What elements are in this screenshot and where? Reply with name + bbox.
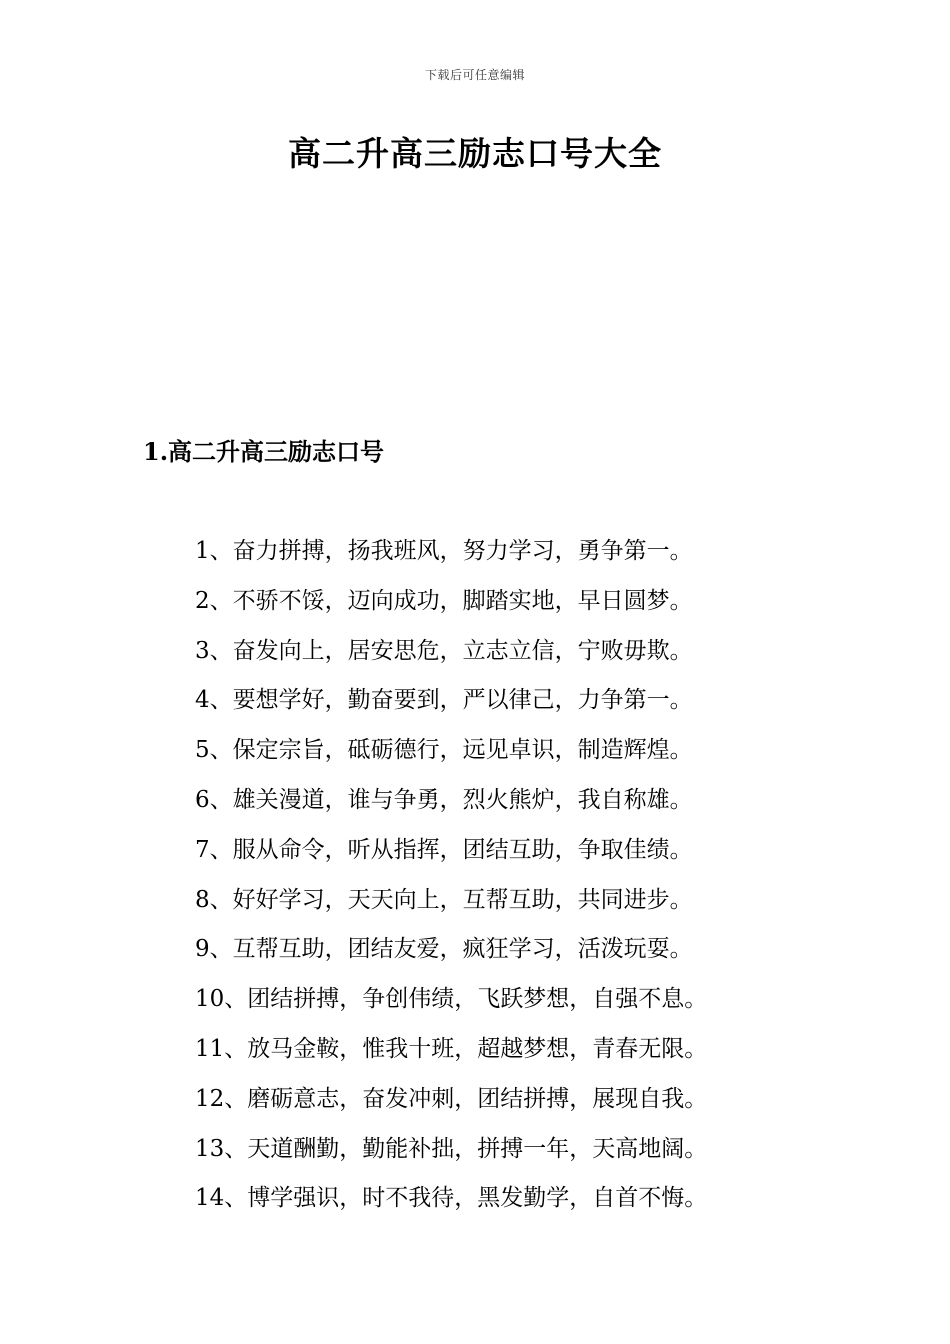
slogan-item: 12、磨砺意志，奋发冲刺，团结拼搏，展现自我。 bbox=[195, 1085, 708, 1112]
slogan-item: 10、团结拼搏，争创伟绩，飞跃梦想，自强不息。 bbox=[195, 986, 708, 1013]
slogan-item: 2、不骄不馁，迈向成功，脚踏实地，早日圆梦。 bbox=[195, 587, 693, 614]
slogan-item: 4、要想学好，勤奋要到，严以律己，力争第一。 bbox=[195, 687, 693, 714]
header-note: 下载后可任意编辑 bbox=[424, 68, 525, 82]
slogan-item: 5、保定宗旨，砥砺德行，远见卓识，制造辉煌。 bbox=[195, 737, 693, 764]
slogan-item: 6、雄关漫道，谁与争勇，烈火熊炉，我自称雄。 bbox=[195, 786, 693, 813]
slogan-item: 1、奋力拼搏，扬我班风，努力学习，勇争第一。 bbox=[195, 538, 693, 564]
slogan-item: 14、博学强识，时不我待，黑发勤学，自首不悔。 bbox=[195, 1185, 708, 1212]
section-heading: 1.高二升高三励志口号 bbox=[143, 437, 385, 466]
document-title: 高二升高三励志口号大全 bbox=[288, 134, 662, 173]
slogan-item: 8、好好学习，天天向上，互帮互助，共同进步。 bbox=[195, 886, 693, 913]
slogan-item: 3、奋发向上，居安思危，立志立信，宁败毋欺。 bbox=[195, 637, 693, 664]
slogan-list bbox=[195, 527, 707, 1224]
slogan-item: 7、服从命令，听从指挥，团结互助，争取佳绩。 bbox=[195, 836, 693, 863]
slogan-item: 9、互帮互助，团结友爱，疯狂学习，活泼玩耍。 bbox=[195, 936, 693, 963]
slogan-item: 13、天道酬勤，勤能补拙，拼搏一年，天高地阔。 bbox=[195, 1135, 708, 1162]
slogan-item: 11、放马金鞍，惟我十班，超越梦想，青春无限。 bbox=[195, 1035, 708, 1062]
